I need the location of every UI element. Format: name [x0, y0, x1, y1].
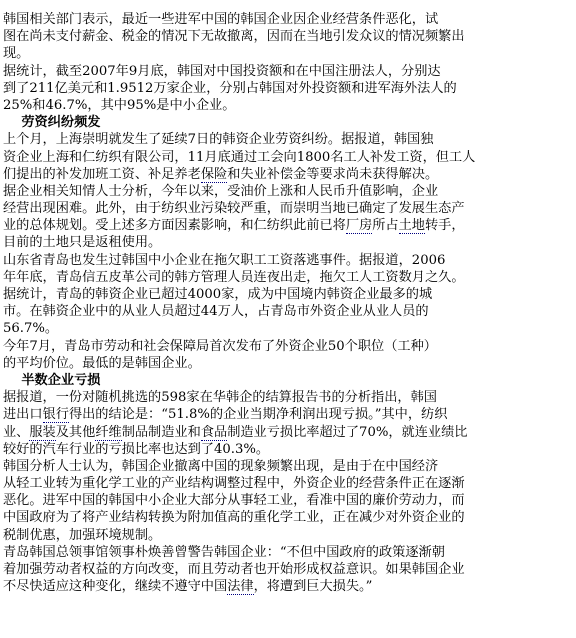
paragraph-line: 们提出的补发加班工资、补足养老保险和失业补偿金等要求尚未获得解决。: [3, 166, 439, 182]
paragraph-line: 税制优惠，加强环境规制。: [3, 527, 162, 543]
paragraph-line: 56.7%。: [3, 321, 59, 337]
paragraph-line: 据统计，截至2007年9月底，韩国对中国投资额和在中国注册法人，分别达: [3, 63, 441, 79]
paragraph-line: 年年底，青岛信五皮革公司的韩方管理人员连夜出走，拖欠工人工资数月之久。: [3, 269, 465, 285]
paragraph-line: 据企业相关知情人士分析，今年以来，受油价上涨和人民币升值影响，企业: [3, 183, 439, 199]
article: [3, 11, 573, 595]
section-heading: 劳资纠纷频发: [21, 115, 101, 131]
keyword-link-insurance[interactable]: 保险: [200, 166, 228, 182]
paragraph-line: 山东省青岛也发生过韩国中小企业在拖欠职工工资落逃事件。据报道，2006: [3, 252, 446, 268]
paragraph-line: 不尽快适应这种变化，继续不遵守中国法律，将遭到巨大损失。”: [3, 579, 373, 595]
section-heading: 半数企业亏损: [21, 372, 101, 388]
keyword-link-food[interactable]: 食品: [200, 424, 228, 440]
paragraph-line: 上个月，上海崇明就发生了延续7日的韩资企业劳资纠纷。据报道，韩国独: [3, 132, 434, 148]
paragraph-line: 今年7月，青岛市劳动和社会保障局首次发布了外资企业50个职位（工种）: [3, 338, 437, 354]
paragraph-line: 业的总体规划。受上述多方面因素影响，和仁纺织此前已将厂房所占土地转手，: [3, 218, 465, 234]
paragraph-line: 着加强劳动者权益的方向改变，而且劳动者也开始形成权益意识。如果韩国企业: [3, 562, 465, 577]
paragraph-line: 目前的土地只是返租使用。: [3, 235, 162, 251]
paragraph-line: 到了211亿美元和1.9512万家企业，分别占韩国对外投资额和进军海外法人的: [3, 80, 457, 96]
keyword-link-bank[interactable]: 银行: [42, 407, 69, 423]
paragraph-line: 从轻工业转为重化学工业的产业结构调整过程中，外资企业的经营条件正在逐渐: [3, 476, 465, 492]
paragraph-line: 25%和46.7%，其中95%是中小企业。: [3, 97, 236, 113]
paragraph-line: 据报道，一份对随机挑选的598家在华韩企的结算报告书的分析指出，韩国: [3, 390, 437, 406]
paragraph-line: 中国政府为了将产业结构转换为附加值高的重化学工业，正在减少对外资企业的: [3, 510, 465, 526]
paragraph-line: 韩国分析人士认为，韩国企业撤离中国的现象频繁出现，是由于在中国经济: [3, 458, 439, 474]
paragraph-line: 进出口银行得出的结论是：“51.8%的企业当期净利润出现亏损。”其中，纺织: [3, 407, 448, 423]
keyword-link-land[interactable]: 土地: [398, 218, 425, 234]
keyword-link-fiber[interactable]: 纤维: [95, 424, 122, 440]
keyword-link-clothing[interactable]: 服装: [29, 424, 56, 440]
paragraph-line: 较好的汽车行业的亏损比率也达到了40.3%。: [3, 441, 270, 457]
paragraph-line: 图在尚未支付薪金、税金的情况下无故撤离，因而在当地引发众议的情况频繁出: [3, 29, 465, 45]
paragraph-line: 青岛韩国总领事馆领事朴焕善曾警告韩国企业：“不但中国政府的政策逐渐朝: [3, 544, 445, 560]
paragraph-line: 业、服装及其他纤维制品制造业和食品制造业亏损比率超过了70%，就连业绩比: [3, 424, 468, 440]
paragraph-line: 恶化。进军中国的韩国中小企业大部分从事轻工业，看准中国的廉价劳动力，而: [3, 493, 465, 509]
keyword-link-factory[interactable]: 厂房: [345, 218, 373, 234]
paragraph-line: 经营出现困难。此外，由于纺织业污染较严重，而崇明当地已确定了发展生态产: [3, 201, 465, 217]
keyword-link-law[interactable]: 法律: [227, 579, 254, 595]
paragraph-line: 市。在韩资企业中的从业人员超过44万人，占青岛市外资企业从业人员的: [3, 304, 429, 320]
paragraph-line: 现。: [3, 46, 30, 62]
paragraph-line: 韩国相关部门表示，最近一些进军中国的韩国企业因企业经营条件恶化，试: [3, 12, 439, 27]
paragraph-line: 据统计，青岛的韩资企业已超过4000家，成为中国境内韩资企业最多的城: [3, 287, 433, 302]
paragraph-line: 资企业上海和仁纺织有限公司，11月底通过工会向1800名工人补发工资，但工人: [3, 149, 476, 165]
paragraph-line: 的平均价位。最低的是韩国企业。: [3, 355, 201, 371]
